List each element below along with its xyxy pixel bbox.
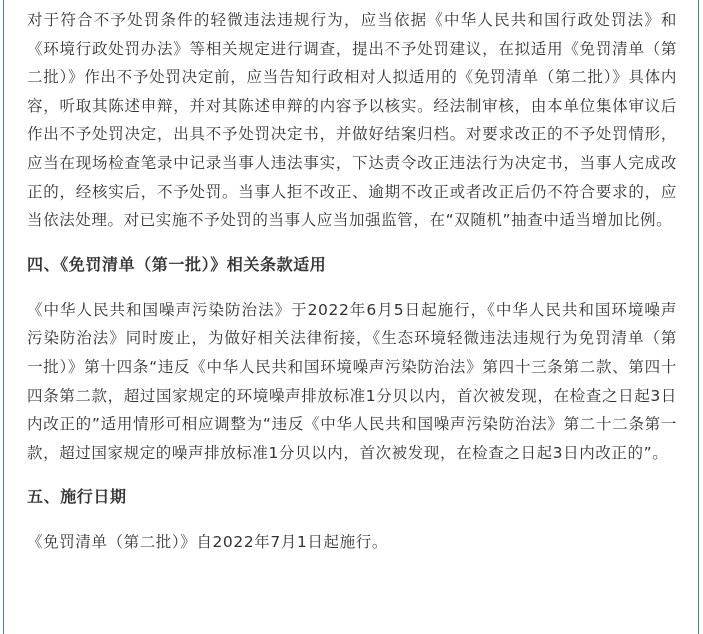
section-heading-4: 四、《免罚清单（第一批）》相关条款适用 xyxy=(27,254,327,274)
section-heading-5: 五、施行日期 xyxy=(27,487,127,507)
paragraph-clause-application: 《中华人民共和国噪声污染防治法》于2022年6月5日起施行，《中华人民共和国环境噪声污染防治法》同时废止，为做好相关法律衔接，《生态环境轻微违法违规行为免罚清单（第一批）》第十四条“违反《中华人民共和国环境噪声污染防治法》第四十三条第二款、第四十四条第二款，超过国家规定的环境噪声排放标准1分贝以内，首次被发现，在检查之日起3日内改正的”适用情形可相应调整为“违反《中华人民共和国噪声污染防治法》第二十二条第一款，超过国家规定的噪声排放标准1分贝以内，首次被发现，在检查之日起3日内改正的”。 xyxy=(27,300,677,462)
left-border-line xyxy=(3,0,4,634)
right-border-line xyxy=(698,0,699,634)
paragraph-procedure: 对于符合不予处罚条件的轻微违法违规行为，应当依据《中华人民共和国行政处罚法》和《环境行政处罚办法》等相关规定进行调查，提出不予处罚建议，在拟适用《免罚清单（第二批）》作出不予处罚决定前，应当告知行政相对人拟适用的《免罚清单（第二批）》具体内容，听取其陈述申辩，并对其陈述申辩的内容予以核实。经法制审核，由本单位集体审议后作出不予处罚决定，出具不予处罚决定书，并做好结案归档。对要求改正的不予处罚情形，应当在现场检查笔录中记录当事人违法事实，下达责令改正违法行为决定书，当事人完成改正的，经核实后，不予处罚。当事人拒不改正、逾期不改正或者改正后仍不符合要求的，应当依法处理。对已实施不予处罚的当事人应当加强监管，在“双随机”抽查中适当增加比例。 xyxy=(27,11,677,230)
paragraph-effective-date: 《免罚清单（第二批）》自2022年7月1日起施行。 xyxy=(27,533,388,552)
article-body xyxy=(27,6,677,557)
